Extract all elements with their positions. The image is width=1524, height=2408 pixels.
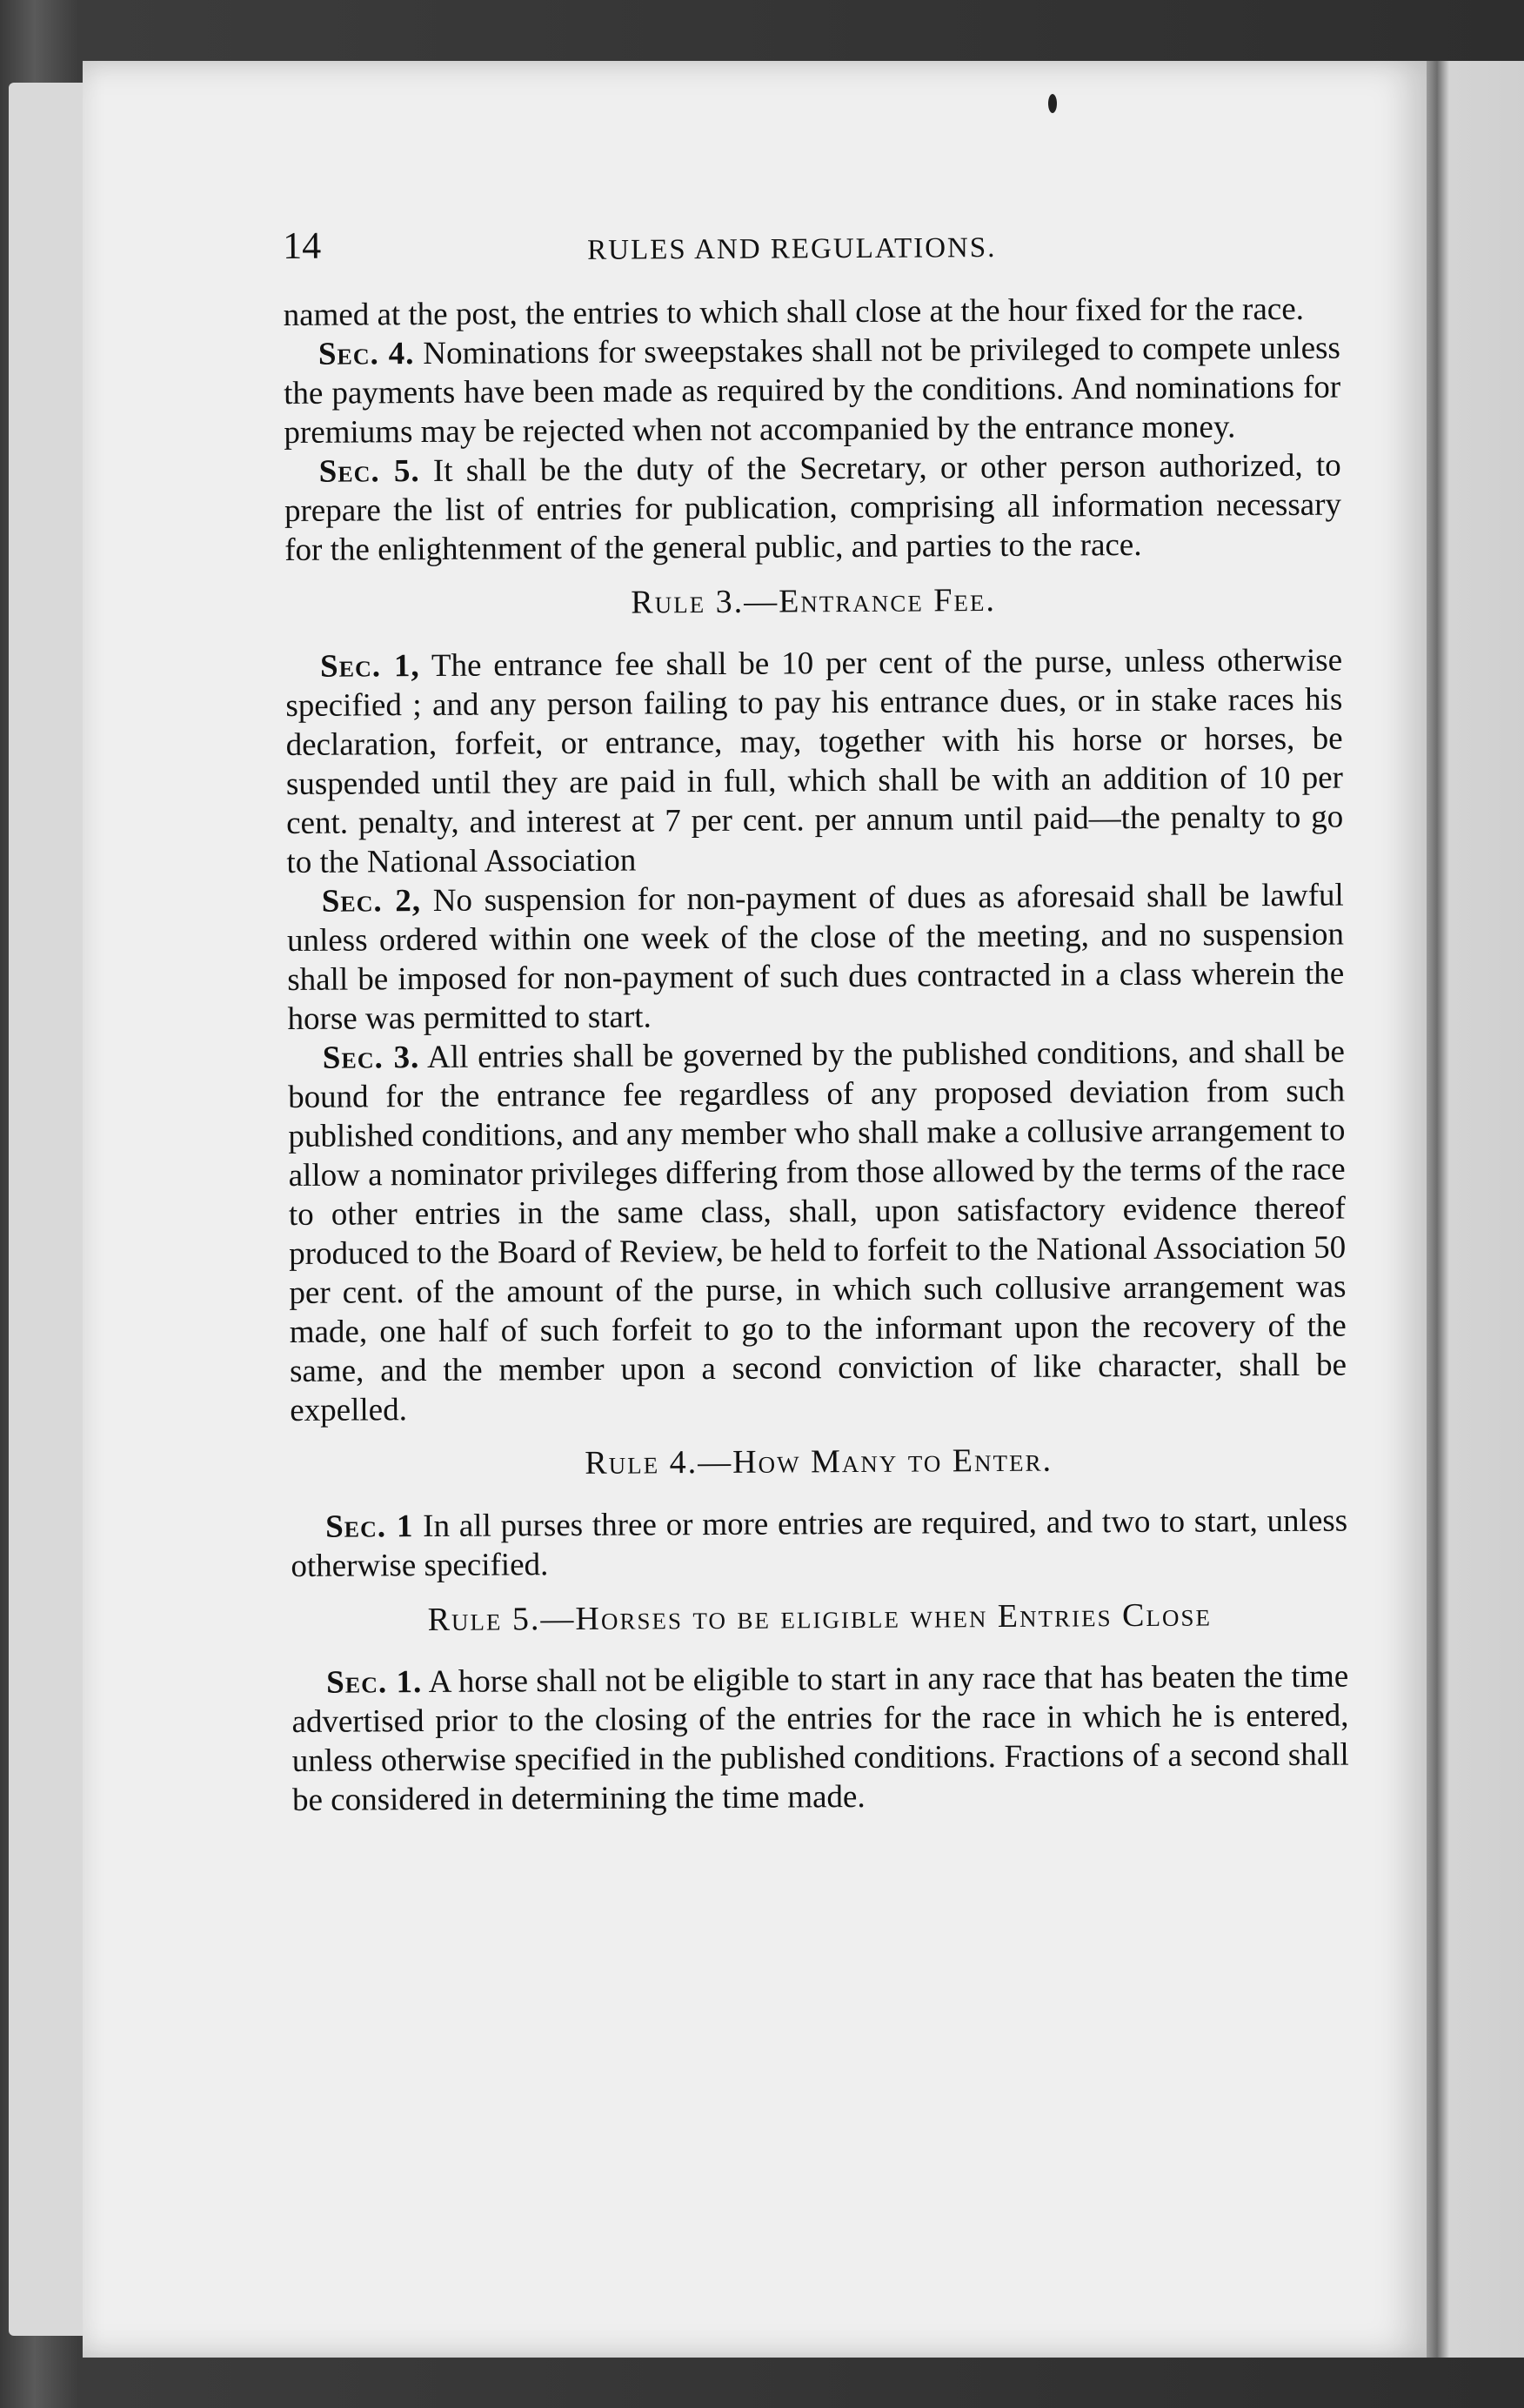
rule5-section1 xyxy=(291,1657,1349,1820)
section-label: Sec. 5. xyxy=(318,453,420,490)
rule3-section1 xyxy=(285,641,1344,882)
section-label: Sec. 1, xyxy=(319,648,420,685)
continuation-paragraph: named at the post, the entries to which shall close at the hour fixed for the race. xyxy=(283,291,1305,333)
rule4-section1 xyxy=(291,1502,1348,1586)
section-text: A horse shall not be eligible to start in any race that has beaten the time advertised prior to the closing of the entries for the race in which he is entered, unless otherwise specified in the published conditions. Fractions of a second shall be considered in determining the time made. xyxy=(291,1658,1349,1818)
facing-page-edge xyxy=(1427,61,1524,2358)
rule3-section2 xyxy=(287,876,1345,1039)
running-title: RULES AND REGULATIONS. xyxy=(587,231,997,266)
rule3-section3 xyxy=(288,1033,1347,1430)
rule3-heading: Rule 3.—Entrance Fee. xyxy=(631,581,997,621)
running-head xyxy=(283,220,1340,296)
section-text: The entrance fee shall be 10 per cent of the purse, unless otherwise specified ; and any person failing to pay his entrance dues, or in stake races his declaration, forfeit, or entrance, may, together with his horse or horses, be suspended until they are paid in full, which shall be with an addition of 10 per cent. penalty, and interest at 7 per cent. per annum until paid—the penalty to go to the National Association xyxy=(285,642,1344,880)
section-label: Sec. 4. xyxy=(318,336,415,372)
page-content xyxy=(283,220,1349,1820)
section-text: It shall be the duty of the Secretary, or other person authorized, to prepare the list of entries for publication, comprising all information necessary for the enlightenment of the general public, and parties to the race. xyxy=(284,447,1342,568)
rule5-heading: Rule 5.—Horses to be eligible when Entries Close xyxy=(427,1596,1213,1639)
section-label: Sec. 1. xyxy=(326,1664,423,1701)
section-text: In all purses three or more entries are required, and two to start, unless otherwise specified. xyxy=(291,1502,1348,1584)
section-text: No suspension for non-payment of dues as aforesaid shall be lawful unless ordered within one week of the close of the meeting, and no suspension shall be imposed for non-payment of such dues contracted in a class wherein the horse was permitted to start. xyxy=(286,877,1345,1037)
section-text: All entries shall be governed by the published conditions, and shall be bound for the entrance fee regardless of any proposed deviation from such published conditions, and any member who shall make a collusive arrangement to allow a nominator privileges differing from those allowed by the terms of the race to other entries in the same class, shall, upon satisfactory evidence thereof produced to the Board of Review, be held to forfeit to the National Association 50 per cent. of the amount of the purse, in which such collusive arrangement was made, one half of such forfeit to go to the informant upon the recovery of the same, and the member upon a second conviction of like character, shall be expelled. xyxy=(287,1033,1347,1428)
ink-blot xyxy=(1048,94,1057,113)
section-label: Sec. 3. xyxy=(322,1040,420,1076)
rule2-section4 xyxy=(284,329,1341,452)
section-text: Nominations for sweepstakes shall not be privileged to compete unless the payments have been made as required by the conditions. And nominations for premiums may be rejected when not accompanied by the entrance money. xyxy=(284,330,1341,451)
rule4-heading: Rule 4.—How Many to Enter. xyxy=(585,1441,1053,1482)
rule2-section5 xyxy=(284,446,1342,570)
section-label: Sec. 2, xyxy=(321,883,422,920)
section-label: Sec. 1 xyxy=(325,1508,414,1545)
page-number: 14 xyxy=(282,224,322,267)
